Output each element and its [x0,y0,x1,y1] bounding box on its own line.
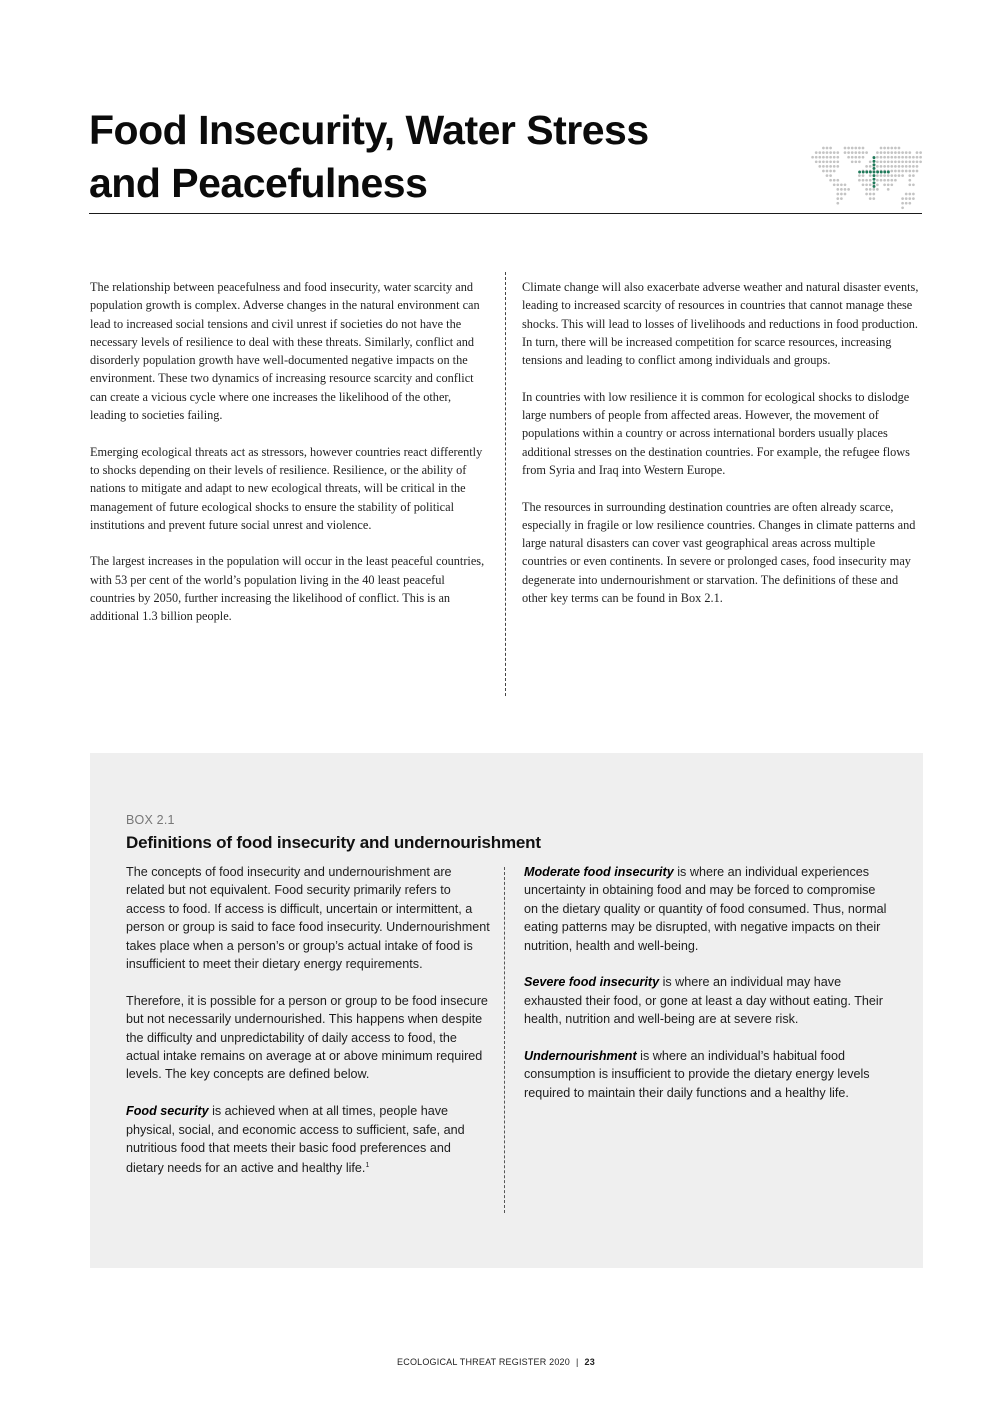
map-dot [826,151,829,154]
map-dot [912,170,915,173]
map-dot [901,160,904,163]
map-dot [844,147,847,150]
map-dot [865,165,868,168]
map-dot [872,197,875,200]
map-dot [887,183,890,186]
map-dot [890,160,893,163]
map-dot [890,151,893,154]
map-dot [887,188,890,191]
page-number: 23 [584,1357,595,1367]
map-dot [890,147,893,150]
map-dot [912,165,915,168]
map-dot [908,160,911,163]
map-dot [890,183,893,186]
map-dot [833,160,836,163]
map-dot [887,179,890,182]
map-dot [829,147,832,150]
map-dot [858,151,861,154]
map-dot [869,193,872,196]
map-dot [876,188,879,191]
map-dot [840,197,843,200]
map-dot [858,179,861,182]
definition-severe-food-insecurity [524,973,889,1028]
map-dot [908,165,911,168]
map-dot [876,183,879,186]
map-dot [908,174,911,177]
box-label: BOX 2.1 [126,813,175,827]
map-dot [901,206,904,209]
map-dot [818,160,821,163]
term-food-security: Food security [126,1104,209,1119]
map-dot [890,174,893,177]
map-dot [862,147,865,150]
map-dot [854,147,857,150]
map-crosshair-dot [873,160,876,163]
map-crosshair-dot [873,163,876,166]
map-dot [880,160,883,163]
map-dot [833,179,836,182]
map-dot [854,160,857,163]
definition-text: is achieved when at all times, people have physical, social, and economic access to sufficient, safe, and nutritious food that meets their basic food preferences and dietary needs for an active and healthy life. [126,1104,465,1176]
map-dot [887,165,890,168]
map-dot [847,147,850,150]
map-dot [844,188,847,191]
map-dot [826,147,829,150]
map-dot [890,170,893,173]
map-dot [883,147,886,150]
map-dot [840,193,843,196]
map-dot [905,170,908,173]
definition-text: is where an individual experiences uncertainty in obtaining food and may be forced to compromise on the dietary quality or quantity of food consumed. Thus, normal eating patterns may be disrupted, with negative impacts on their nutrition, health and well-being. [524,865,887,953]
map-dot [908,202,911,205]
map-dot [815,160,818,163]
map-dot [826,165,829,168]
map-dot [883,160,886,163]
map-dot [912,160,915,163]
map-dot [876,165,879,168]
map-dot [847,156,850,159]
map-dot [836,160,839,163]
map-dot [840,188,843,191]
map-dot [836,193,839,196]
map-dot [822,165,825,168]
map-dot [880,156,883,159]
map-dot [847,188,850,191]
map-dot [883,179,886,182]
map-dot [901,165,904,168]
map-dot [898,147,901,150]
map-dot [851,147,854,150]
map-dot [869,183,872,186]
map-dot [894,147,897,150]
map-dot [844,193,847,196]
world-map-dots-icon [806,145,924,211]
map-dot [829,160,832,163]
map-dot [818,165,821,168]
map-dot [822,151,825,154]
map-dot [822,160,825,163]
term-severe-food-insecurity: Severe food insecurity [524,975,660,990]
map-dot [836,165,839,168]
map-dot [912,193,915,196]
map-dot [876,160,879,163]
map-dot [905,197,908,200]
definition-food-security [126,1102,491,1178]
map-dot [811,156,814,159]
box-column-divider [504,867,505,1213]
page-title [89,104,789,210]
map-dot [876,151,879,154]
map-dot [854,156,857,159]
map-crosshair-dot [873,156,876,159]
map-dot [898,174,901,177]
map-dot [858,156,861,159]
map-dot [829,174,832,177]
map-dot [865,151,868,154]
map-dot [836,179,839,182]
map-dot [826,156,829,159]
map-crosshair-dot [862,171,865,174]
map-dot [818,156,821,159]
map-dot [894,179,897,182]
map-dot [869,174,872,177]
map-dot [836,151,839,154]
map-dot [883,174,886,177]
map-dot [858,147,861,150]
map-dot [815,156,818,159]
map-dot [912,183,915,186]
map-dot [901,170,904,173]
map-dot [898,151,901,154]
map-dot [826,160,829,163]
map-dot [862,183,865,186]
map-crosshair-dot [880,171,883,174]
box-paragraph: Therefore, it is possible for a person or group to be food insecure but not necessarily undernourished. This happens when despite the difficulty and unpredictability of daily access to food, the actual intake remains on average at or above minimum required levels. The key concepts are defined below. [126,993,488,1082]
footer-separator: | [575,1357,579,1367]
map-dot [901,197,904,200]
map-dot [851,156,854,159]
map-dot [869,165,872,168]
map-dot [865,183,868,186]
map-dot [916,156,919,159]
map-dot [869,197,872,200]
map-dot [919,156,922,159]
map-crosshair-dot [873,174,876,177]
map-dot [869,188,872,191]
map-dot [894,160,897,163]
map-dot [919,160,922,163]
map-crosshair-dot [883,171,886,174]
box-column-right [524,863,889,1121]
intro-paragraph: The relationship between peacefulness and food insecurity, water scarcity and population growth is complex. Adverse changes in the natural environment can lead to increased social tensions and civil unrest if societies do not have the necessary levels of resilience to deal with these threats. Similarly, conflict and disorderly population growth have well-documented negative impacts on the environment. These two dynamics of increasing resource scarcity and conflict can create a vicious cycle where one increases the likelihood of the other, leading to societies failing. [90,280,480,423]
map-dot [829,179,832,182]
map-dot [862,174,865,177]
map-dot [890,156,893,159]
map-dot [836,183,839,186]
map-dot [898,160,901,163]
map-dot [883,156,886,159]
page-title-line-1: Food Insecurity, Water Stress [89,107,649,153]
map-dot [898,156,901,159]
map-dot [901,156,904,159]
map-dot [833,156,836,159]
map-dot [822,156,825,159]
map-dot [844,183,847,186]
map-dot [883,183,886,186]
map-dot [869,160,872,163]
map-crosshair-dot [873,171,876,174]
map-dot [901,174,904,177]
intro-paragraph: The resources in surrounding destination countries are often already scarce, especially in fragile or low resilience countries. Changes in climate patterns and large natural disasters can cover vast geographical areas across multiple countries or even continents. In severe or prolonged cases, food insecurity may degenerate into undernourishment or starvation. The definitions of these and other key terms can be found in Box 2.1. [522,499,916,606]
map-crosshair-dot [873,178,876,181]
box-title: Definitions of food insecurity and undernourishment [126,833,541,852]
map-dot [894,174,897,177]
map-dot [894,165,897,168]
map-dot [880,165,883,168]
title-divider [89,213,922,214]
map-crosshair-dot [873,185,876,188]
map-dot [865,188,868,191]
map-dot [836,188,839,191]
map-dot [829,151,832,154]
intro-paragraph: Climate change will also exacerbate adverse weather and natural disaster events, leading to increased scarcity of resources in countries that cannot manage these shocks. This will lead to losses of livelihoods and reductions in food production. In turn, there will be increased competition for scarce resources, increasing tensions and leading to conflict among individuals and groups. [522,280,919,368]
page-title-line-2: and Peacefulness [89,160,428,206]
definitions-box [90,753,923,1268]
map-dot [840,183,843,186]
map-dot [876,156,879,159]
page-footer [0,1357,992,1367]
map-dot [898,165,901,168]
map-dot [836,197,839,200]
map-dot [898,170,901,173]
map-dot [912,174,915,177]
map-dot [880,174,883,177]
map-dot [880,151,883,154]
map-dot [880,147,883,150]
map-dot [883,151,886,154]
term-undernourishment: Undernourishment [524,1049,637,1064]
map-dot [887,147,890,150]
intro-paragraph: The largest increases in the population will occur in the least peaceful countries, with 53 per cent of the world’s population living in the 40 least peaceful countries by 2050, further increasing the likelihood of conflict. This is an additional 1.3 billion people. [90,554,485,624]
map-dot [865,179,868,182]
map-dot [887,174,890,177]
map-dot [908,156,911,159]
map-dot [851,151,854,154]
map-dot [908,179,911,182]
map-dot [851,160,854,163]
footer-publication: ECOLOGICAL THREAT REGISTER 2020 [397,1357,570,1367]
box-paragraph: The concepts of food insecurity and undernourishment are related but not equivalent. Food security primarily refers to access to food. If access is difficult, uncertain or intermittent, a person or group is said to face food insecurity. Undernourishment takes place when a person’s or group’s actual intake of food is insufficient to meet their dietary energy requirements. [126,865,490,972]
map-dot [862,156,865,159]
map-dot [854,151,857,154]
map-dot [836,202,839,205]
definition-undernourishment [524,1047,889,1102]
map-dot [908,197,911,200]
map-dot [905,151,908,154]
map-dot [876,179,879,182]
map-dot [862,151,865,154]
map-dot [872,188,875,191]
map-crosshair-dot [873,181,876,184]
map-dot [869,179,872,182]
map-dot [858,174,861,177]
definition-moderate-food-insecurity [524,863,889,955]
map-dot [826,174,829,177]
map-dot [894,170,897,173]
map-dot [916,170,919,173]
map-crosshair-dot [865,171,868,174]
map-dot [916,151,919,154]
map-dot [908,170,911,173]
map-dot [815,151,818,154]
map-dot [894,151,897,154]
map-crosshair-dot [873,167,876,170]
map-crosshair-dot [858,171,861,174]
map-crosshair-dot [876,171,879,174]
map-dot [905,160,908,163]
map-dot [908,151,911,154]
map-dot [818,151,821,154]
map-dot [905,165,908,168]
map-dot [829,170,832,173]
map-dot [826,170,829,173]
map-dot [822,170,825,173]
map-dot [844,151,847,154]
footnote-marker: 1 [365,1162,370,1170]
intro-column-left [90,278,490,644]
map-dot [912,156,915,159]
intro-paragraph: In countries with low resilience it is common for ecological shocks to dislodge large numbers of people from affected areas. However, the movement of populations within a country or across international borders usually places additional stresses on the destination countries. For example, the refugee flows from Syria and Iraq into Western Europe. [522,389,910,477]
map-dot [908,183,911,186]
map-dot [887,160,890,163]
map-dot [833,165,836,168]
map-dot [901,202,904,205]
map-dot [905,202,908,205]
map-dot [908,193,911,196]
map-crosshair-dot [887,171,890,174]
column-divider [505,272,506,696]
map-dot [894,156,897,159]
map-dot [858,160,861,163]
map-dot [890,165,893,168]
map-dot [865,193,868,196]
map-dot [880,179,883,182]
map-dot [829,156,832,159]
map-dot [887,151,890,154]
map-dot [905,193,908,196]
map-dot [872,193,875,196]
map-dot [822,147,825,150]
map-dot [916,165,919,168]
map-dot [912,197,915,200]
definition-text: is where an individual may have exhausted their food, or gone at least a day without eating. Their health, nutrition and well-being are at severe risk. [524,975,883,1027]
map-dot [905,156,908,159]
map-dot [916,160,919,163]
definition-text: is where an individual’s habitual food consumption is insufficient to provide the dietary energy levels required to maintain their daily functions and a healthy life. [524,1049,870,1100]
box-column-left [126,863,491,1196]
map-dot [901,151,904,154]
map-dot [919,151,922,154]
map-dot [847,151,850,154]
intro-column-right [522,278,922,626]
term-moderate-food-insecurity: Moderate food insecurity [524,865,674,879]
map-dot [833,170,836,173]
map-dot [833,151,836,154]
map-dot [876,174,879,177]
map-dot [836,156,839,159]
map-dot [890,179,893,182]
map-crosshair-dot [869,171,872,174]
map-dot [862,179,865,182]
map-dot [833,183,836,186]
map-dot [829,165,832,168]
map-dot [887,156,890,159]
intro-paragraph: Emerging ecological threats act as stressors, however countries react differently to shocks depending on their levels of resilience. Resilience, or the ability of nations to mitigate and adapt to new ecological threats, will be critical in the management of future ecological shocks to ensure the stability of political institutions and prevent future social unrest and violence. [90,444,483,532]
map-dot [883,165,886,168]
